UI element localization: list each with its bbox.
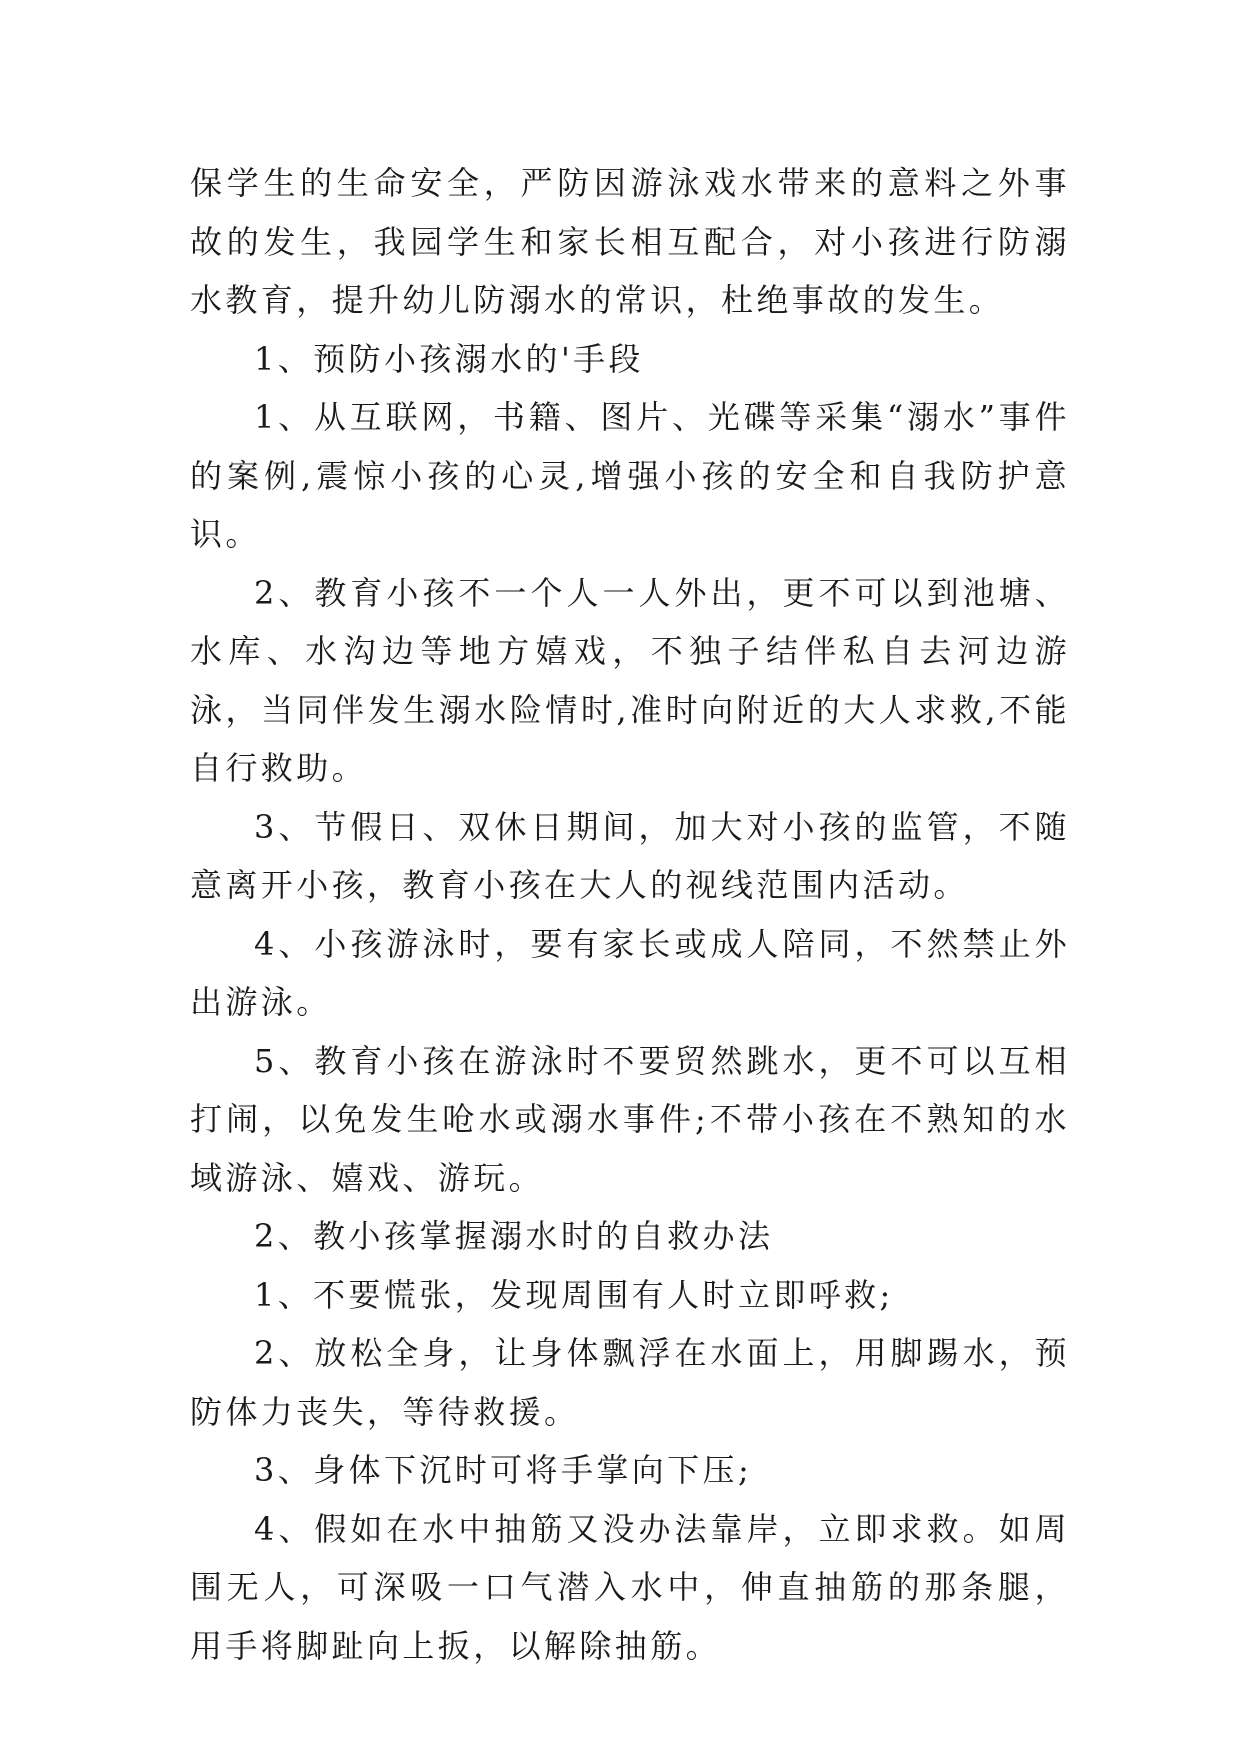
list-item: 3、身体下沉时可将手掌向下压; xyxy=(254,1451,753,1489)
list-item: 1、不要慌张，发现周围有人时立即呼救; xyxy=(254,1275,894,1314)
document-body xyxy=(190,154,1070,1675)
list-item: 2、放松全身，让身体飘浮在水面上，用脚踢水，预防体力丧失，等待救援。 xyxy=(190,1334,1070,1431)
list-item: 3、节假日、双休日期间，加大对小孩的监管，不随意离开小孩，教育小孩在大人的视线范围内活动。 xyxy=(190,807,1070,904)
list-item: 1、从互联网，书籍、图片、光碟等采集“溺水”事件的案例,震惊小孩的心灵,增强小孩的安全和自我防护意识。 xyxy=(190,398,1070,553)
list-item: 4、小孩游泳时，要有家长或成人陪同，不然禁止外出游泳。 xyxy=(190,924,1070,1021)
list-item: 2、教育小孩不一个人一人外出，更不可以到池塘、水库、水沟边等地方嬉戏，不独子结伴私自去河边游泳，当同伴发生溺水险情时,准时向附近的大人求救,不能自行救助。 xyxy=(190,573,1070,787)
list-item: 4、假如在水中抽筋又没办法靠岸，立即求救。如周围无人，可深吸一口气潜入水中，伸直抽筋的那条腿，用手将脚趾向上扳，以解除抽筋。 xyxy=(190,1509,1070,1665)
paragraph-intro: 保学生的生命安全，严防因游泳戏水带来的意料之外事故的发生，我园学生和家长相互配合，对小孩进行防溺水教育，提升幼儿防溺水的常识，杜绝事故的发生。 xyxy=(190,164,1070,319)
section-heading-prevention: 1、预防小孩溺水的'手段 xyxy=(254,339,644,378)
section-heading-self-rescue: 2、教小孩掌握溺水时的自救办法 xyxy=(254,1217,774,1255)
list-item: 5、教育小孩在游泳时不要贸然跳水，更不可以互相打闹，以免发生呛水或溺水事件;不带小孩在不熟知的水域游泳、嬉戏、游玩。 xyxy=(190,1041,1070,1197)
